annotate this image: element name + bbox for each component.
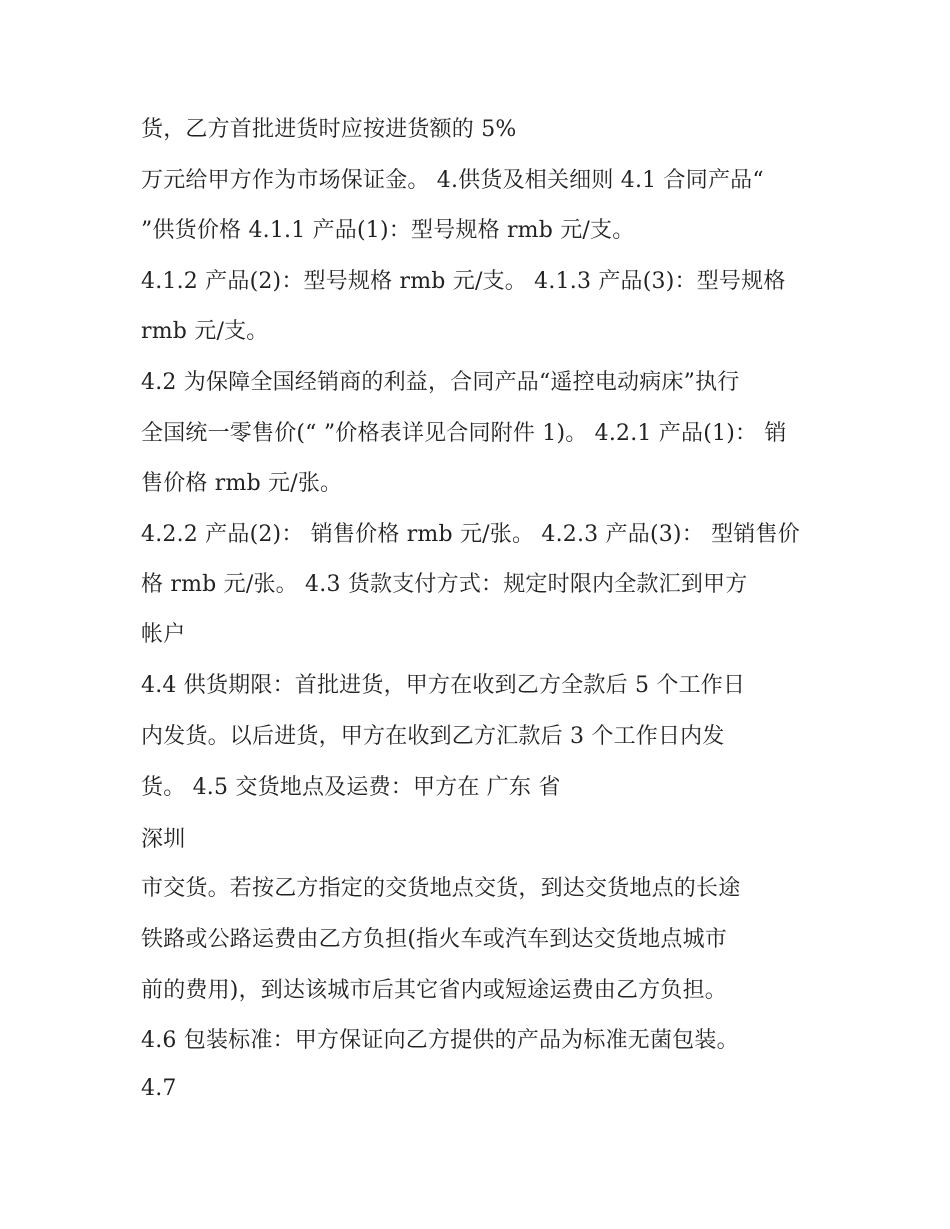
- text-line: 内发货。以后进货，甲方在收到乙方汇款后 3 个工作日内发: [141, 724, 725, 749]
- text-line: 4.2 为保障全国经销商的利益，合同产品“遥控电动病床”执行: [141, 370, 740, 395]
- text-line: 4.6 包装标准：甲方保证向乙方提供的产品为标准无菌包装。: [141, 1028, 739, 1053]
- text-line: 深圳: [141, 827, 186, 852]
- text-line: rmb 元/支。: [141, 319, 269, 344]
- text-line: 货。 4.5 交货地点及运费：甲方在 广东 省: [141, 775, 561, 800]
- text-line: 货，乙方首批进货时应按进货额的 5%: [141, 117, 517, 142]
- text-line: 4.4 供货期限：首批进货，甲方在收到乙方全款后 5 个工作日: [141, 673, 746, 698]
- text-line: 4.2.2 产品(2)： 销售价格 rmb 元/张。 4.2.3 产品(3)： 型销售价: [141, 522, 800, 547]
- text-line: 售价格 rmb 元/张。: [141, 471, 343, 496]
- text-line: 全国统一零售价(“ ”价格表详见合同附件 1)。 4.2.1 产品(1)： 销: [141, 421, 787, 446]
- text-line: 帐户: [141, 622, 186, 647]
- text-line: 万元给甲方作为市场保证金。 4.供货及相关细则 4.1 合同产品“: [141, 168, 764, 193]
- text-line: 4.7: [141, 1076, 177, 1101]
- text-line: ”供货价格 4.1.1 产品(1)：型号规格 rmb 元/支。: [141, 218, 635, 243]
- text-line: 铁路或公路运费由乙方负担(指火车或汽车到达交货地点城市: [141, 927, 727, 952]
- text-line: 4.1.2 产品(2)：型号规格 rmb 元/支。 4.1.3 产品(3)：型号规格: [141, 269, 786, 294]
- text-line: 前的费用)，到达该城市后其它省内或短途运费由乙方负担。: [141, 978, 727, 1003]
- text-line: 格 rmb 元/张。 4.3 货款支付方式：规定时限内全款汇到甲方: [141, 572, 748, 597]
- text-line: 市交货。若按乙方指定的交货地点交货，到达交货地点的长途: [141, 876, 741, 901]
